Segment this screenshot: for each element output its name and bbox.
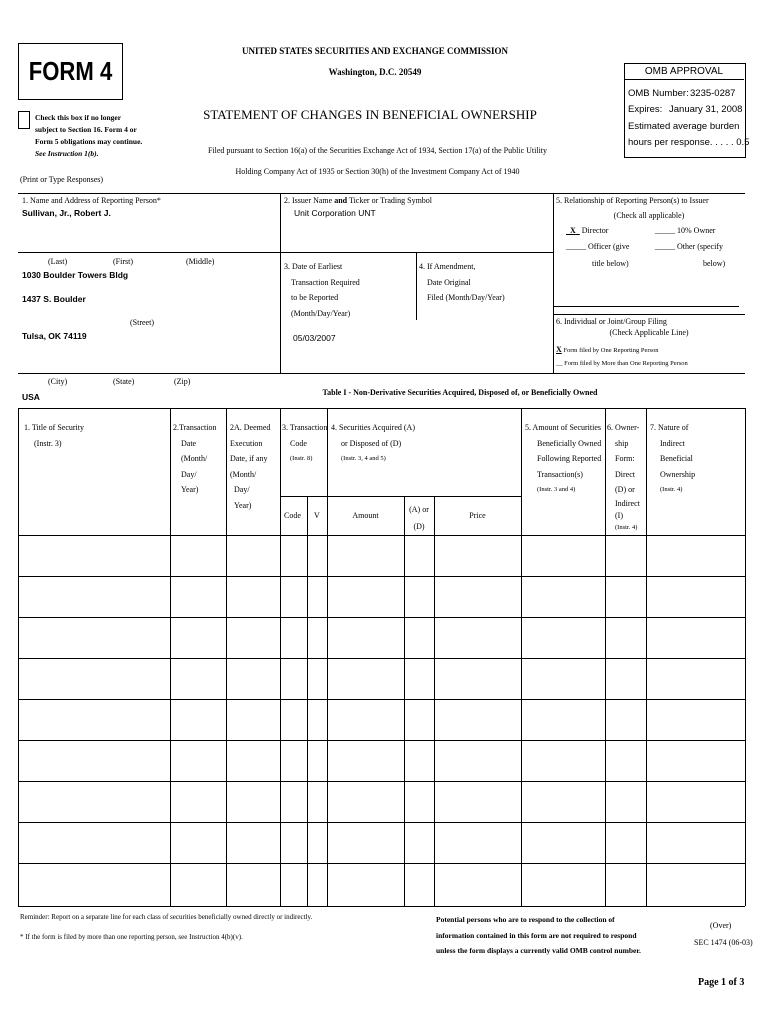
checkbox-note-line: See Instruction 1(b).	[35, 149, 99, 158]
box4-label	[419, 259, 505, 306]
col2a-header-line: Execution	[230, 438, 263, 448]
table1-title: Table I - Non-Derivative Securities Acquired, Disposed of, or Beneficially Owned	[322, 388, 598, 397]
col2-header-line: 2.Transaction	[173, 423, 217, 432]
owner-label: 10% Owner	[677, 226, 716, 235]
col6-header-line: (I)	[615, 510, 623, 520]
agency-location: Washington, D.C. 20549	[328, 67, 422, 77]
col2-header-line: Date	[181, 438, 197, 448]
table-row	[18, 658, 745, 659]
col5-header-line: (Instr. 3 and 4)	[537, 486, 576, 493]
box3-label-line: Transaction Required	[291, 277, 360, 287]
grid-line	[646, 408, 647, 906]
ten-percent-owner-option[interactable]	[655, 226, 715, 236]
col6-header	[607, 420, 640, 534]
checkbox-note-line: Check this box if no longer	[35, 113, 122, 122]
col4-header-line: (Instr. 3, 4 and 5)	[341, 455, 386, 462]
filed-pursuant-line: Filed pursuant to Section 16(a) of the Securities Exchange Act of 1934, Section 17(a) of the Public Utility	[207, 146, 548, 155]
potential-line: Potential persons who are to respond to the collection of	[436, 915, 615, 924]
col2-header-line: Year)	[181, 485, 199, 494]
state-label: (State)	[113, 377, 135, 386]
grid-line	[18, 408, 19, 906]
address-line-1[interactable]: 1030 Boulder Towers Bldg	[22, 270, 129, 280]
price-subheader: Price	[469, 511, 486, 520]
more-persons-mark: __	[556, 360, 563, 367]
box3-label-line: 3. Date of Earliest	[284, 262, 343, 271]
col6-header-line: Form:	[615, 454, 635, 463]
over-note: (Over)	[710, 921, 732, 930]
reminder-note: Reminder: Report on a separate line for each class of securities beneficially owned directly or indirectly.	[20, 913, 313, 921]
grid-line	[18, 373, 745, 374]
omb-expires-label: Expires:	[628, 104, 663, 115]
col7-header-line: 7. Nature of	[650, 423, 689, 432]
col3-header-line: (Instr. 8)	[290, 455, 313, 462]
officer-label-2: title below)	[592, 259, 629, 268]
omb-burden-hours: hours per response. . . . . 0.5	[628, 137, 750, 148]
box4-label-line: Filed (Month/Day/Year)	[427, 293, 505, 302]
grid-line	[553, 306, 739, 307]
grid-line	[280, 496, 521, 497]
box3-label	[284, 259, 360, 321]
other-label-2: below)	[703, 259, 726, 268]
col6-header-line: Direct	[615, 469, 635, 479]
col4-header	[331, 420, 415, 467]
table-row	[18, 699, 745, 700]
box5-sub: (Check all applicable)	[613, 211, 685, 220]
grid-line	[416, 252, 417, 320]
amount-subheader: Amount	[352, 511, 379, 520]
issuer-name-ticker[interactable]: Unit Corporation UNT	[294, 208, 376, 218]
address-line-2[interactable]: 1437 S. Boulder	[22, 294, 86, 304]
grid-line	[434, 496, 435, 906]
col2a-header-line: Date, if any	[230, 454, 268, 463]
grid-line	[18, 193, 745, 194]
grid-line	[553, 314, 745, 315]
other-option[interactable]	[655, 242, 723, 252]
other-blank: _____	[655, 242, 675, 251]
earliest-transaction-date[interactable]: 05/03/2007	[293, 333, 336, 343]
col6-header-line: 6. Owner-	[607, 423, 640, 432]
col5-header-line: Following Reported	[537, 454, 602, 463]
page-number: Page 1 of 3	[698, 977, 745, 988]
director-mark-x: X	[570, 226, 576, 235]
grid-line	[226, 408, 227, 906]
zip-label: (Zip)	[174, 377, 191, 386]
omb-number: 3235-0287	[690, 88, 736, 99]
box3-label-line: to be Reported	[291, 293, 339, 302]
street-label: (Street)	[130, 318, 154, 327]
omb-expires: January 31, 2008	[669, 104, 743, 115]
col1-header	[24, 420, 84, 451]
checkbox-note	[35, 112, 142, 160]
col5-header-line: Beneficially Owned	[537, 438, 602, 448]
v-subheader: V	[314, 511, 320, 520]
col7-header	[650, 420, 695, 498]
table-row	[18, 781, 745, 782]
col2-header-line: (Month/	[181, 454, 208, 463]
table-row	[18, 863, 745, 864]
col2a-header-line: Day/	[234, 485, 250, 494]
grid-line	[280, 408, 281, 906]
city-label: (City)	[48, 377, 68, 386]
potential-line: unless the form displays a currently valid OMB control number.	[436, 946, 641, 955]
col7-header-line: (Instr. 4)	[660, 486, 683, 493]
grid-line	[745, 408, 746, 906]
col1-header-line: 1. Title of Security	[24, 423, 85, 432]
officer-label: Officer (give	[588, 242, 630, 251]
col5-header-line: 5. Amount of Securities	[525, 423, 601, 432]
one-person-option[interactable]	[556, 345, 659, 355]
checkbox-note-line: Form 5 obligations may continue.	[35, 137, 143, 146]
sec-form-number: SEC 1474 (06-03)	[694, 938, 753, 947]
box4-label-line: Date Original	[427, 277, 471, 287]
d-line: (D)	[413, 522, 425, 531]
one-person-mark: X	[556, 345, 562, 354]
a-or-line: (A) or	[409, 505, 429, 514]
grid-line	[18, 252, 280, 253]
col3-header-line: 3. Transaction	[282, 423, 328, 432]
grid-line	[307, 496, 308, 906]
grid-line	[327, 408, 328, 906]
grid-line	[404, 496, 405, 906]
checkbox-note-line: subject to Section 16. Form 4 or	[35, 125, 137, 134]
grid-line	[18, 408, 745, 409]
col5-header-line: Transaction(s)	[537, 469, 583, 479]
table-row	[18, 535, 745, 536]
first-label: (First)	[113, 257, 133, 266]
omb-burden: Estimated average burden	[628, 121, 740, 132]
col3-header	[282, 420, 327, 467]
director-label: Director	[581, 226, 609, 235]
form-title: FORM 4	[28, 56, 113, 86]
box6-sub: (Check Applicable Line)	[609, 328, 689, 337]
box2-label	[284, 196, 432, 206]
more-persons-label: Form filed by More than One Reporting Person	[564, 360, 688, 367]
a-or-d-subheader	[404, 501, 434, 535]
col3-header-line: Code	[290, 438, 307, 448]
col2-header-line: Day/	[181, 469, 197, 479]
multiple-persons-note: * If the form is filed by more than one reporting person, see Instruction 4(b)(v).	[20, 933, 243, 941]
director-option[interactable]	[566, 226, 608, 236]
col2a-header-line: (Month/	[230, 469, 257, 479]
agency-name: UNITED STATES SECURITIES AND EXCHANGE COMMISSION	[242, 46, 508, 56]
country[interactable]: USA	[22, 392, 40, 402]
col6-header-line: ship	[615, 438, 629, 448]
other-label: Other (specify	[677, 242, 723, 251]
col7-header-line: Indirect	[660, 438, 685, 448]
one-person-label: Form filed by One Reporting Person	[563, 347, 659, 354]
box2-label-text: Ticker or Trading Symbol	[347, 196, 433, 205]
table-row	[18, 576, 745, 577]
table-row	[18, 906, 745, 907]
col4-header-line: 4. Securities Acquired (A)	[331, 423, 415, 432]
omb-potential-persons	[436, 912, 641, 959]
code-subheader: Code	[284, 511, 301, 520]
col6-header-line: (Instr. 4)	[615, 523, 638, 531]
grid-line	[605, 408, 606, 906]
box5-label: 5. Relationship of Reporting Person(s) to Issuer	[556, 196, 709, 205]
col2-header	[173, 420, 216, 498]
col7-header-line: Beneficial	[660, 454, 693, 463]
box3-label-line: (Month/Day/Year)	[291, 308, 351, 318]
grid-line	[170, 408, 171, 906]
officer-option[interactable]	[566, 242, 629, 252]
more-persons-option[interactable]	[556, 359, 688, 368]
col7-header-line: Ownership	[660, 469, 696, 479]
grid-line	[521, 408, 522, 906]
statement-title: STATEMENT OF CHANGES IN BENEFICIAL OWNERSHIP	[203, 107, 537, 122]
col6-header-line: Indirect	[615, 498, 640, 508]
filed-pursuant-line: Holding Company Act of 1935 or Section 30(h) of the Investment Company Act of 1940	[235, 167, 520, 176]
last-label: (Last)	[48, 257, 68, 266]
omb-title: OMB APPROVAL	[644, 66, 724, 77]
col1-header-line: (Instr. 3)	[34, 438, 62, 448]
owner-blank: _____	[655, 226, 675, 235]
reporting-person-name[interactable]: Sullivan, Jr., Robert J.	[22, 208, 111, 218]
city-state-zip[interactable]: Tulsa, OK 74119	[22, 331, 87, 341]
col2a-header-line: Year)	[234, 500, 252, 510]
grid-line	[280, 193, 281, 373]
table-row	[18, 740, 745, 741]
table-row	[18, 822, 745, 823]
col2a-header	[230, 420, 270, 513]
box1-label: 1. Name and Address of Reporting Person*	[22, 196, 161, 205]
omb-number-label: OMB Number:	[628, 88, 689, 99]
no-longer-subject-checkbox[interactable]	[18, 111, 28, 127]
col5-header	[525, 420, 601, 498]
officer-blank: _____	[566, 242, 586, 251]
box2-label-text: 2. Issuer Name	[284, 196, 335, 205]
box2-label-and: and	[334, 196, 348, 205]
middle-label: (Middle)	[186, 257, 215, 266]
table-row	[18, 617, 745, 618]
col2a-header-line: 2A. Deemed	[230, 423, 271, 432]
box4-label-line: 4. If Amendment,	[419, 262, 476, 271]
potential-line: information contained in this form are not required to respond	[436, 930, 637, 940]
director-mark	[566, 226, 580, 235]
print-note: (Print or Type Responses)	[20, 175, 104, 184]
col6-header-line: (D) or	[615, 485, 635, 494]
box6-label: 6. Individual or Joint/Group Filing	[556, 317, 667, 326]
col4-header-line: or Disposed of (D)	[341, 438, 402, 448]
